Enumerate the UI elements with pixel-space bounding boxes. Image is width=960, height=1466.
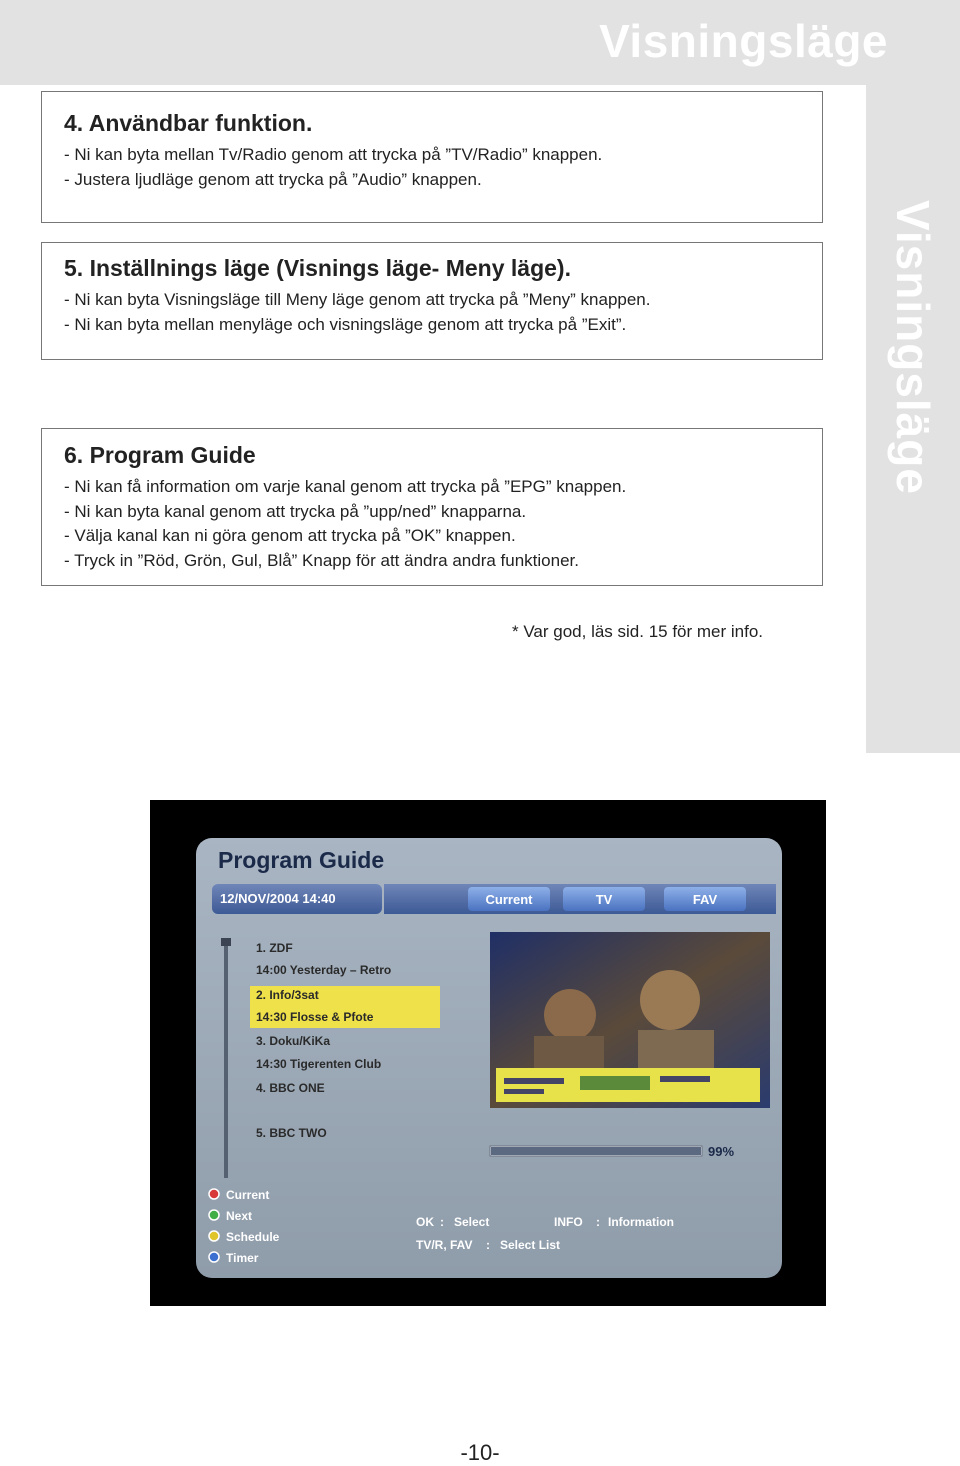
video-caption-text	[660, 1076, 710, 1082]
section-line: - Ni kan byta Visningsläge till Meny läge genom att trycka på ”Meny” knappen.	[64, 290, 651, 309]
channel-program: 14:30 Tigerenten Club	[256, 1057, 382, 1071]
help-key-info: INFO	[554, 1215, 583, 1229]
video-figure	[544, 989, 596, 1041]
green-button-icon	[209, 1210, 219, 1220]
channel-name[interactable]: 3. Doku/KiKa	[256, 1034, 331, 1048]
section-line: - Ni kan byta mellan Tv/Radio genom att trycka på ”TV/Radio” knappen.	[64, 145, 603, 164]
blue-button-icon	[209, 1252, 219, 1262]
help-key-ok: OK	[416, 1215, 434, 1229]
guide-title: Program Guide	[218, 847, 385, 873]
program-guide-screen	[150, 800, 826, 1306]
yellow-button-icon	[209, 1231, 219, 1241]
signal-value: 99%	[708, 1144, 735, 1159]
section-useful-function	[41, 91, 823, 223]
section-line: - Tryck in ”Röd, Grön, Gul, Blå” Knapp för att ändra andra funktioner.	[64, 550, 579, 570]
tv-screenshot	[150, 800, 826, 1306]
help-action-information: Information	[608, 1215, 674, 1229]
tab-tv-label: TV	[595, 892, 613, 907]
option-next[interactable]: Next	[226, 1209, 253, 1223]
section-heading: 5. Inställnings läge (Visnings läge- Meny läge).	[64, 255, 571, 281]
video-caption-text	[504, 1089, 544, 1094]
option-current[interactable]: Current	[226, 1188, 270, 1202]
scrollbar-thumb[interactable]	[221, 938, 231, 946]
video-caption-text	[504, 1078, 564, 1084]
section-program-guide	[41, 428, 823, 586]
channel-program: 14:30 Flosse & Pfote	[256, 1010, 374, 1024]
help-separator: :	[486, 1238, 490, 1252]
red-button-icon	[209, 1189, 219, 1199]
section-heading: 6. Program Guide	[64, 442, 256, 468]
help-separator: :	[596, 1215, 600, 1229]
help-action-select: Select	[454, 1215, 490, 1229]
tab-fav-label: FAV	[692, 892, 718, 907]
footnote: * Var god, läs sid. 15 för mer info.	[512, 622, 764, 641]
page-number: -10-	[460, 1440, 500, 1465]
guide-datetime: 12/NOV/2004 14:40	[220, 891, 336, 906]
channel-name[interactable]: 1. ZDF	[256, 941, 293, 955]
video-figure	[640, 970, 700, 1030]
section-line: - Ni kan få information om varje kanal genom att trycka på ”EPG” knappen.	[64, 477, 627, 496]
section-line: - Välja kanal kan ni göra genom att trycka på ”OK” knappen.	[64, 526, 516, 545]
section-settings-mode	[41, 242, 823, 360]
channel-name[interactable]: 4. BBC ONE	[256, 1081, 325, 1095]
channel-name[interactable]: 2. Info/3sat	[256, 988, 319, 1002]
section-line: - Ni kan byta mellan menyläge och visningsläge genom att trycka på ”Exit”.	[64, 314, 627, 334]
scrollbar[interactable]	[224, 938, 228, 1178]
option-schedule[interactable]: Schedule	[226, 1230, 280, 1244]
section-line: - Ni kan byta kanal genom att trycka på ”upp/ned” knapparna.	[64, 501, 527, 521]
channel-program: 14:00 Yesterday – Retro	[256, 963, 392, 977]
video-caption-box	[580, 1076, 650, 1090]
signal-bar-fill	[491, 1147, 701, 1155]
help-separator: :	[440, 1215, 444, 1229]
help-action-select-list: Select List	[500, 1238, 561, 1252]
tab-current-label: Current	[485, 892, 533, 907]
section-line: - Justera ljudläge genom att trycka på ”Audio” knappen.	[64, 169, 482, 189]
section-heading: 4. Användbar funktion.	[64, 110, 313, 136]
help-key-tvr-fav: TV/R, FAV	[416, 1238, 473, 1252]
page-title: Visningsläge	[599, 15, 888, 67]
channel-name[interactable]: 5. BBC TWO	[256, 1126, 327, 1140]
option-timer[interactable]: Timer	[226, 1251, 259, 1265]
side-tab-label: Visningsläge	[887, 200, 939, 495]
